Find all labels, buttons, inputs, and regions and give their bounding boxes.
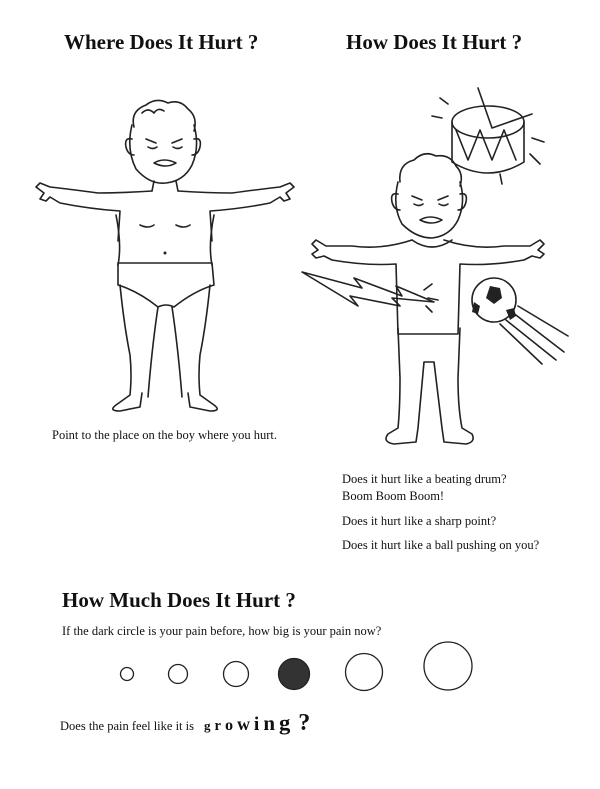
pain-circle-5[interactable] <box>346 654 383 691</box>
pain-circle-1[interactable] <box>121 668 134 681</box>
heading-where-does-it-hurt: Where Does It Hurt ? <box>64 30 259 54</box>
question-drum: Does it hurt like a beating drum? <box>342 472 507 486</box>
boy-body-map-illustration[interactable] <box>30 95 300 410</box>
boy-pain-types-illustration <box>300 80 580 450</box>
pain-circle-3[interactable] <box>224 662 249 687</box>
pain-circle-2[interactable] <box>169 665 188 684</box>
drum-icon <box>432 88 544 184</box>
growing-letter: o <box>224 716 234 734</box>
growing-question <box>60 710 310 737</box>
circle-prompt: If the dark circle is your pain before, how big is your pain now? <box>62 624 382 638</box>
growing-letter: r <box>214 718 221 734</box>
lightning-bolt-icon <box>302 272 434 306</box>
question-drum-sound: Boom Boom Boom! <box>342 489 445 503</box>
growing-letter: i <box>253 714 260 735</box>
growing-letter: g <box>204 718 211 733</box>
point-instruction: Point to the place on the boy where you hurt. <box>52 428 277 442</box>
growing-prefix: Does the pain feel like it is <box>60 719 194 733</box>
growing-word <box>204 710 294 735</box>
pain-circle-4[interactable] <box>279 659 310 690</box>
heading-how-much-does-it-hurt: How Much Does It Hurt ? <box>62 588 296 612</box>
question-sharp-point: Does it hurt like a sharp point? <box>342 514 497 528</box>
growing-letter: g <box>279 710 291 735</box>
pain-circle-6[interactable] <box>424 642 472 690</box>
growing-letter: w <box>237 714 250 734</box>
soccer-ball-icon <box>472 278 568 364</box>
growing-letter: n <box>263 711 275 735</box>
pain-scale <box>0 630 600 700</box>
growing-question-mark: ? <box>298 710 311 736</box>
question-ball: Does it hurt like a ball pushing on you? <box>342 538 540 552</box>
heading-how-does-it-hurt: How Does It Hurt ? <box>346 30 523 54</box>
